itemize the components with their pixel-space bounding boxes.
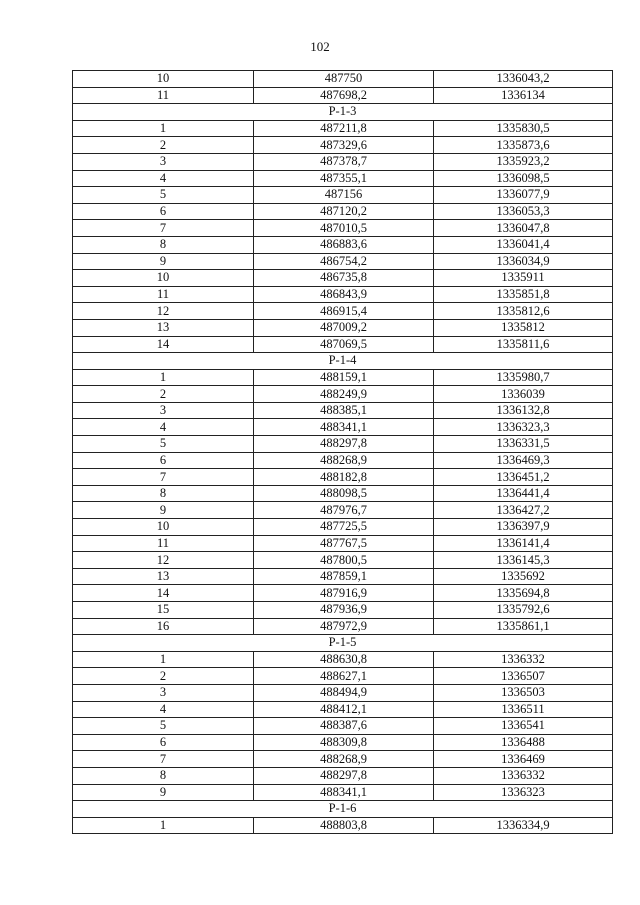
x-coordinate-cell: 488249,9 (254, 386, 434, 403)
point-number-cell: 13 (73, 568, 254, 585)
x-coordinate-cell: 486843,9 (254, 286, 434, 303)
y-coordinate-cell: 1336323 (434, 784, 613, 801)
point-number-cell: 5 (73, 436, 254, 453)
table-row (73, 469, 613, 486)
x-coordinate-cell: 488309,8 (254, 734, 434, 751)
y-coordinate-cell: 1335792,6 (434, 602, 613, 619)
x-coordinate-cell: 488385,1 (254, 402, 434, 419)
point-number-cell: 11 (73, 535, 254, 552)
table-row (73, 485, 613, 502)
point-number-cell: 1 (73, 120, 254, 137)
table-row (73, 734, 613, 751)
x-coordinate-cell: 487329,6 (254, 137, 434, 154)
x-coordinate-cell: 488268,9 (254, 751, 434, 768)
section-header-row (73, 801, 613, 818)
section-title: Р-1-4 (73, 353, 613, 370)
y-coordinate-cell: 1336441,4 (434, 485, 613, 502)
point-number-cell: 8 (73, 485, 254, 502)
point-number-cell: 7 (73, 751, 254, 768)
y-coordinate-cell: 1336053,3 (434, 203, 613, 220)
page-number: 102 (310, 39, 330, 54)
x-coordinate-cell: 488494,9 (254, 684, 434, 701)
x-coordinate-cell: 487211,8 (254, 120, 434, 137)
table-row (73, 319, 613, 336)
y-coordinate-cell: 1336488 (434, 734, 613, 751)
point-number-cell: 14 (73, 336, 254, 353)
y-coordinate-cell: 1335923,2 (434, 153, 613, 170)
y-coordinate-cell: 1336077,9 (434, 187, 613, 204)
table-row (73, 203, 613, 220)
table-row (73, 618, 613, 635)
x-coordinate-cell: 487936,9 (254, 602, 434, 619)
table-row (73, 718, 613, 735)
table-row (73, 452, 613, 469)
x-coordinate-cell: 486915,4 (254, 303, 434, 320)
x-coordinate-cell: 488341,1 (254, 784, 434, 801)
x-coordinate-cell: 488627,1 (254, 668, 434, 685)
table-row (73, 502, 613, 519)
table-row (73, 236, 613, 253)
table-row (73, 751, 613, 768)
y-coordinate-cell: 1336469 (434, 751, 613, 768)
point-number-cell: 8 (73, 767, 254, 784)
point-number-cell: 10 (73, 270, 254, 287)
y-coordinate-cell: 1336132,8 (434, 402, 613, 419)
section-title: Р-1-6 (73, 801, 613, 818)
y-coordinate-cell: 1336134 (434, 87, 613, 104)
y-coordinate-cell: 1336541 (434, 718, 613, 735)
y-coordinate-cell: 1336507 (434, 668, 613, 685)
y-coordinate-cell: 1336034,9 (434, 253, 613, 270)
point-number-cell: 6 (73, 734, 254, 751)
table-row (73, 336, 613, 353)
point-number-cell: 5 (73, 187, 254, 204)
table-row (73, 253, 613, 270)
x-coordinate-cell: 487972,9 (254, 618, 434, 635)
y-coordinate-cell: 1336331,5 (434, 436, 613, 453)
y-coordinate-cell: 1335851,8 (434, 286, 613, 303)
y-coordinate-cell: 1335811,6 (434, 336, 613, 353)
y-coordinate-cell: 1335812,6 (434, 303, 613, 320)
point-number-cell: 11 (73, 286, 254, 303)
x-coordinate-cell: 486735,8 (254, 270, 434, 287)
y-coordinate-cell: 1335911 (434, 270, 613, 287)
x-coordinate-cell: 486754,2 (254, 253, 434, 270)
point-number-cell: 11 (73, 87, 254, 104)
table-row (73, 668, 613, 685)
x-coordinate-cell: 487698,2 (254, 87, 434, 104)
point-number-cell: 13 (73, 319, 254, 336)
table-row (73, 436, 613, 453)
point-number-cell: 4 (73, 701, 254, 718)
table-row (73, 585, 613, 602)
table-row (73, 87, 613, 104)
y-coordinate-cell: 1335980,7 (434, 369, 613, 386)
table-row (73, 402, 613, 419)
x-coordinate-cell: 487725,5 (254, 519, 434, 536)
point-number-cell: 2 (73, 668, 254, 685)
y-coordinate-cell: 1335694,8 (434, 585, 613, 602)
point-number-cell: 10 (73, 519, 254, 536)
y-coordinate-cell: 1336323,3 (434, 419, 613, 436)
table-row (73, 187, 613, 204)
y-coordinate-cell: 1335692 (434, 568, 613, 585)
point-number-cell: 15 (73, 602, 254, 619)
x-coordinate-cell: 488630,8 (254, 651, 434, 668)
coordinates-table-body (73, 71, 613, 834)
point-number-cell: 1 (73, 817, 254, 834)
table-row (73, 386, 613, 403)
point-number-cell: 1 (73, 651, 254, 668)
point-number-cell: 12 (73, 303, 254, 320)
x-coordinate-cell: 487767,5 (254, 535, 434, 552)
y-coordinate-cell: 1336047,8 (434, 220, 613, 237)
x-coordinate-cell: 487010,5 (254, 220, 434, 237)
point-number-cell: 3 (73, 402, 254, 419)
point-number-cell: 10 (73, 71, 254, 88)
x-coordinate-cell: 488297,8 (254, 767, 434, 784)
point-number-cell: 5 (73, 718, 254, 735)
x-coordinate-cell: 487009,2 (254, 319, 434, 336)
table-row (73, 120, 613, 137)
point-number-cell: 8 (73, 236, 254, 253)
point-number-cell: 3 (73, 684, 254, 701)
table-row (73, 170, 613, 187)
x-coordinate-cell: 488412,1 (254, 701, 434, 718)
table-row (73, 701, 613, 718)
table-row (73, 602, 613, 619)
table-row (73, 784, 613, 801)
y-coordinate-cell: 1336511 (434, 701, 613, 718)
point-number-cell: 2 (73, 137, 254, 154)
table-row (73, 684, 613, 701)
x-coordinate-cell: 487800,5 (254, 552, 434, 569)
table-row (73, 817, 613, 834)
point-number-cell: 12 (73, 552, 254, 569)
point-number-cell: 7 (73, 469, 254, 486)
y-coordinate-cell: 1336397,9 (434, 519, 613, 536)
x-coordinate-cell: 487378,7 (254, 153, 434, 170)
point-number-cell: 3 (73, 153, 254, 170)
point-number-cell: 7 (73, 220, 254, 237)
table-row (73, 71, 613, 88)
section-title: Р-1-3 (73, 104, 613, 121)
y-coordinate-cell: 1336503 (434, 684, 613, 701)
x-coordinate-cell: 486883,6 (254, 236, 434, 253)
table-row (73, 153, 613, 170)
y-coordinate-cell: 1336098,5 (434, 170, 613, 187)
point-number-cell: 9 (73, 253, 254, 270)
x-coordinate-cell: 488341,1 (254, 419, 434, 436)
y-coordinate-cell: 1336469,3 (434, 452, 613, 469)
y-coordinate-cell: 1335812 (434, 319, 613, 336)
x-coordinate-cell: 487120,2 (254, 203, 434, 220)
y-coordinate-cell: 1336334,9 (434, 817, 613, 834)
point-number-cell: 9 (73, 784, 254, 801)
table-row (73, 303, 613, 320)
x-coordinate-cell: 488159,1 (254, 369, 434, 386)
point-number-cell: 9 (73, 502, 254, 519)
table-row (73, 552, 613, 569)
x-coordinate-cell: 487859,1 (254, 568, 434, 585)
section-header-row (73, 104, 613, 121)
point-number-cell: 4 (73, 170, 254, 187)
table-row (73, 369, 613, 386)
x-coordinate-cell: 487976,7 (254, 502, 434, 519)
table-row (73, 519, 613, 536)
table-row (73, 535, 613, 552)
section-header-row (73, 635, 613, 652)
x-coordinate-cell: 488098,5 (254, 485, 434, 502)
table-row (73, 419, 613, 436)
y-coordinate-cell: 1336427,2 (434, 502, 613, 519)
y-coordinate-cell: 1336451,2 (434, 469, 613, 486)
y-coordinate-cell: 1336332 (434, 767, 613, 784)
x-coordinate-cell: 488387,6 (254, 718, 434, 735)
table-row (73, 568, 613, 585)
table-row (73, 286, 613, 303)
x-coordinate-cell: 487156 (254, 187, 434, 204)
point-number-cell: 16 (73, 618, 254, 635)
coordinates-table (72, 70, 613, 834)
x-coordinate-cell: 487069,5 (254, 336, 434, 353)
y-coordinate-cell: 1336039 (434, 386, 613, 403)
table-row (73, 137, 613, 154)
y-coordinate-cell: 1335873,6 (434, 137, 613, 154)
x-coordinate-cell: 488268,9 (254, 452, 434, 469)
y-coordinate-cell: 1336041,4 (434, 236, 613, 253)
table-row (73, 651, 613, 668)
point-number-cell: 4 (73, 419, 254, 436)
x-coordinate-cell: 488803,8 (254, 817, 434, 834)
y-coordinate-cell: 1336332 (434, 651, 613, 668)
point-number-cell: 14 (73, 585, 254, 602)
point-number-cell: 2 (73, 386, 254, 403)
y-coordinate-cell: 1335830,5 (434, 120, 613, 137)
table-row (73, 220, 613, 237)
section-title: Р-1-5 (73, 635, 613, 652)
y-coordinate-cell: 1336145,3 (434, 552, 613, 569)
point-number-cell: 6 (73, 452, 254, 469)
y-coordinate-cell: 1336043,2 (434, 71, 613, 88)
x-coordinate-cell: 487916,9 (254, 585, 434, 602)
point-number-cell: 6 (73, 203, 254, 220)
x-coordinate-cell: 487750 (254, 71, 434, 88)
x-coordinate-cell: 488297,8 (254, 436, 434, 453)
x-coordinate-cell: 487355,1 (254, 170, 434, 187)
point-number-cell: 1 (73, 369, 254, 386)
y-coordinate-cell: 1336141,4 (434, 535, 613, 552)
section-header-row (73, 353, 613, 370)
y-coordinate-cell: 1335861,1 (434, 618, 613, 635)
table-row (73, 270, 613, 287)
x-coordinate-cell: 488182,8 (254, 469, 434, 486)
table-row (73, 767, 613, 784)
